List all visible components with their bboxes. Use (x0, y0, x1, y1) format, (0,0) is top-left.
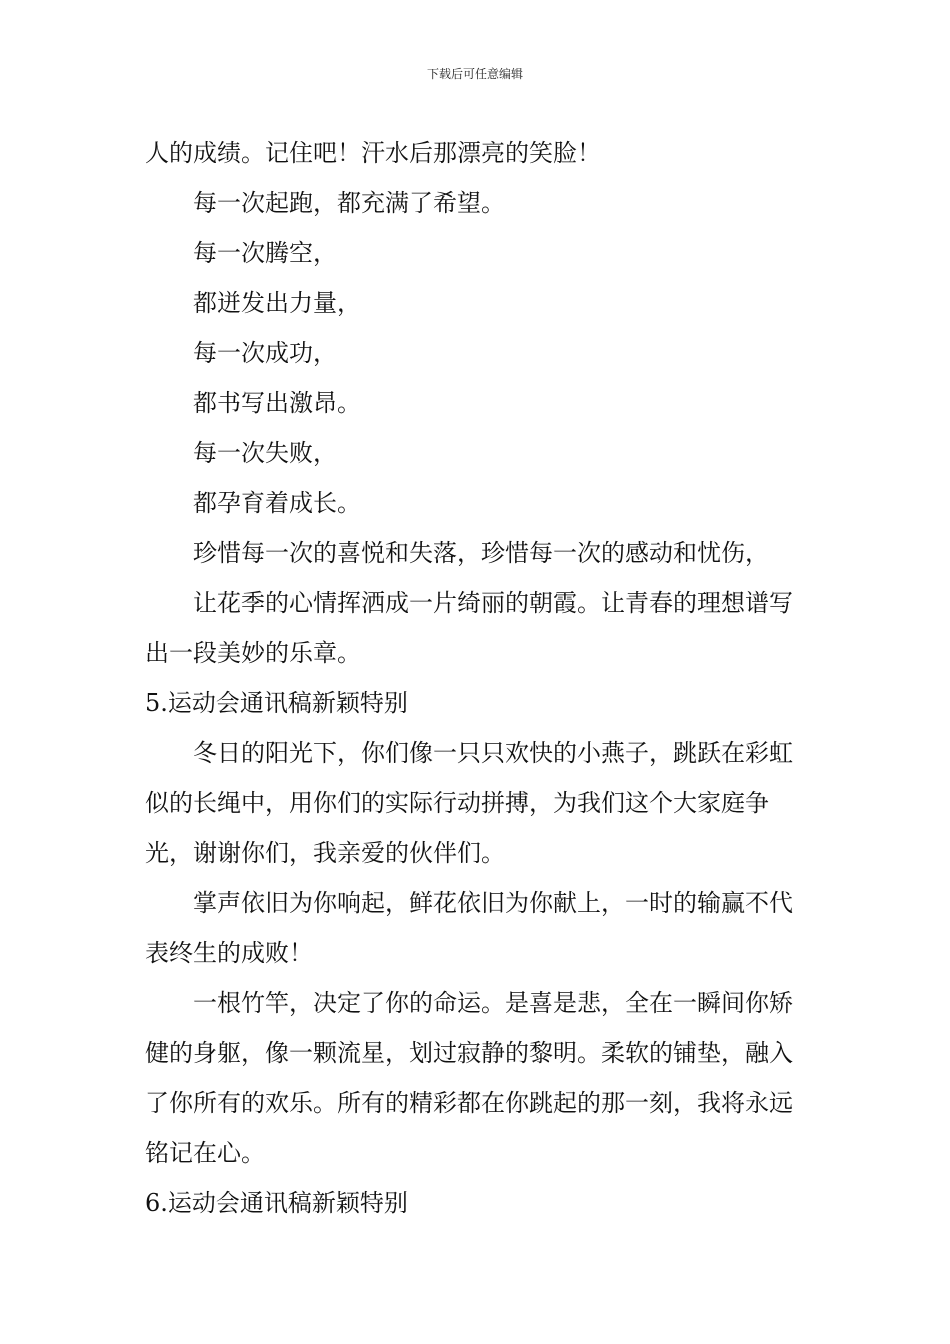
paragraph: 每一次起跑，都充满了希望。 (193, 189, 505, 217)
paragraph: 都书写出激昂。 (193, 389, 361, 417)
section-heading: 6.运动会通讯稿新颖特别 (145, 1189, 408, 1217)
paragraph: 人的成绩。记住吧！汗水后那漂亮的笑脸！ (145, 139, 601, 167)
paragraph: 都孕育着成长。 (193, 489, 361, 517)
paragraph: 每一次腾空， (193, 239, 337, 267)
paragraph: 都迸发出力量， (193, 289, 361, 317)
paragraph: 冬日的阳光下，你们像一只只欢快的小燕子，跳跃在彩虹似的长绳中，用你们的实际行动拼搏，为我们这个大家庭争光，谢谢你们，我亲爱的伙伴们。 (145, 739, 793, 867)
page-header: 下载后可任意编辑 (426, 67, 523, 81)
paragraph: 每一次成功， (193, 339, 337, 367)
paragraph: 掌声依旧为你响起，鲜花依旧为你献上，一时的输赢不代表终生的成败！ (145, 889, 793, 967)
paragraph: 珍惜每一次的喜悦和失落，珍惜每一次的感动和忧伤， (193, 539, 769, 567)
section-heading: 5.运动会通讯稿新颖特别 (145, 689, 408, 717)
paragraph: 每一次失败， (193, 439, 337, 467)
paragraph: 让花季的心情挥洒成一片绮丽的朝霞。让青春的理想谱写出一段美妙的乐章。 (145, 589, 793, 667)
paragraph: 一根竹竿，决定了你的命运。是喜是悲，全在一瞬间你矫健的身躯，像一颗流星，划过寂静的黎明。柔软的铺垫，融入了你所有的欢乐。所有的精彩都在你跳起的那一刻，我将永远铭记在心。 (145, 989, 793, 1167)
document-body (145, 128, 810, 1228)
